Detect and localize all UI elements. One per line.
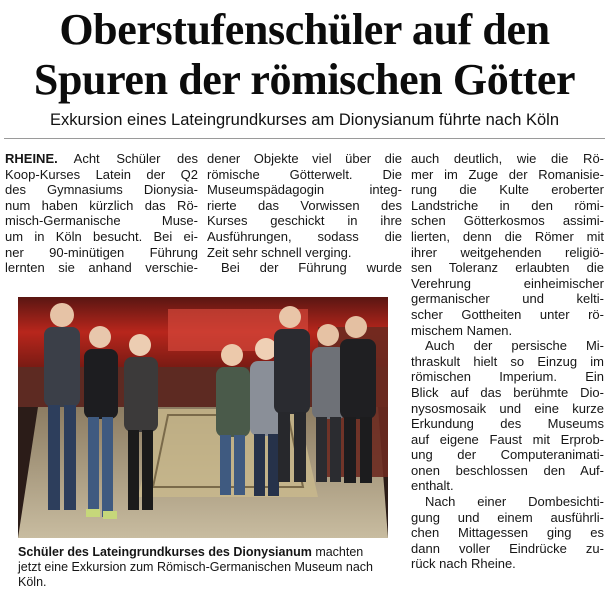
body-line: lierten, denn die Römer mit [411, 228, 604, 244]
body-line: rück nach Rheine. [411, 556, 516, 572]
body-line: Erkundung des Museums [411, 416, 604, 432]
body-line: um in Köln besucht. Bei ei- [5, 228, 198, 244]
body-line: auch deutlich, wie die Rö- [411, 151, 604, 166]
body-line: misch-Germanische Muse- [5, 213, 198, 229]
body-line: Museumspädagogin integ- [207, 182, 402, 198]
article-column-2 [207, 151, 402, 276]
body-line: Verehrung einheimischer [411, 275, 604, 291]
headline-line-2: Spuren der römischen Götter [33, 55, 576, 104]
body-line: lernten sie anhand verschie- [5, 260, 198, 276]
body-line: rierte das Vorwissen des [207, 197, 402, 213]
body-line: römischen Imperium. Ein [411, 369, 604, 385]
caption-line-2: jetzt eine Exkursion zum Römisch-Germanischen Museum nach [18, 560, 373, 574]
body-line: scher Gottheiten unter rö- [411, 306, 604, 322]
body-line: num haben kürzlich das Rö- [5, 197, 198, 213]
body-line: dann voller Eindrücke zu- [411, 540, 604, 556]
article-column-1 [5, 151, 198, 276]
dateline: RHEINE. [5, 151, 58, 166]
body-line: enthalt. [411, 478, 454, 494]
body-line: ner 90-minütigen Führung [5, 244, 198, 260]
body-line: nysosmosaik und eine kurze [411, 400, 604, 416]
body-line: Kurses geschickt in ihre [207, 213, 402, 229]
body-line: thraskult hielt so Einzug im [411, 353, 604, 369]
body-line: RHEINE. Acht Schüler des [5, 151, 198, 166]
photo-caption [18, 545, 390, 590]
body-line: schen Götterkosmos assimi- [411, 213, 604, 229]
body-line: Bei der Führung wurde [221, 260, 402, 276]
body-line: mischem Namen. [411, 322, 513, 338]
article-column-3 [411, 151, 604, 572]
body-line: gung und einem ausführli- [411, 509, 604, 525]
body-line: Auch der persische Mi- [425, 338, 604, 354]
body-line: auf eigene Faust mit Erprob- [411, 431, 604, 447]
body-line: sen Toleranz erlaubten die [411, 260, 604, 276]
body-line: rung die Kulte eroberter [411, 182, 604, 198]
body-line: chen Mittagessen ging es [411, 525, 604, 541]
body-line: dener Objekte viel über die [207, 151, 402, 166]
body-line: des Gymnasiums Dionysia- [5, 182, 198, 198]
subheadline-rule [4, 138, 605, 139]
body-line: onen beschlossen den Auf- [411, 462, 604, 478]
body-line: mer im Zuge der Romanisie- [411, 166, 604, 182]
article-photo [18, 297, 388, 538]
body-line: germanischer und kelti- [411, 291, 604, 307]
body-line: Zeit sehr schnell verging. [207, 244, 352, 260]
body-line: Koop-Kurses Latein der Q2 [5, 166, 198, 182]
group-photo-illustration [18, 297, 388, 538]
body-line: ung der Computeranimati- [411, 447, 604, 463]
body-line: Landstriche in den römi- [411, 197, 604, 213]
body-line: Ausführungen, sodass die [207, 228, 402, 244]
caption-line-3: Köln. [18, 575, 47, 589]
body-line: ihrer weitgehenden religiö- [411, 244, 604, 260]
body-line: römische Götterwelt. Die [207, 166, 402, 182]
body-line: Blick auf das berühmte Dio- [411, 384, 604, 400]
caption-bold: Schüler des Lateingrundkurses des Dionysianum [18, 545, 312, 559]
caption-rest-line-1: machten [311, 545, 364, 559]
subheadline: Exkursion eines Lateingrundkurses am Dionysianum führte nach Köln [49, 111, 560, 129]
body-line: Nach einer Dombesichti- [425, 494, 604, 510]
headline-line-1: Oberstufenschüler auf den [59, 5, 550, 54]
